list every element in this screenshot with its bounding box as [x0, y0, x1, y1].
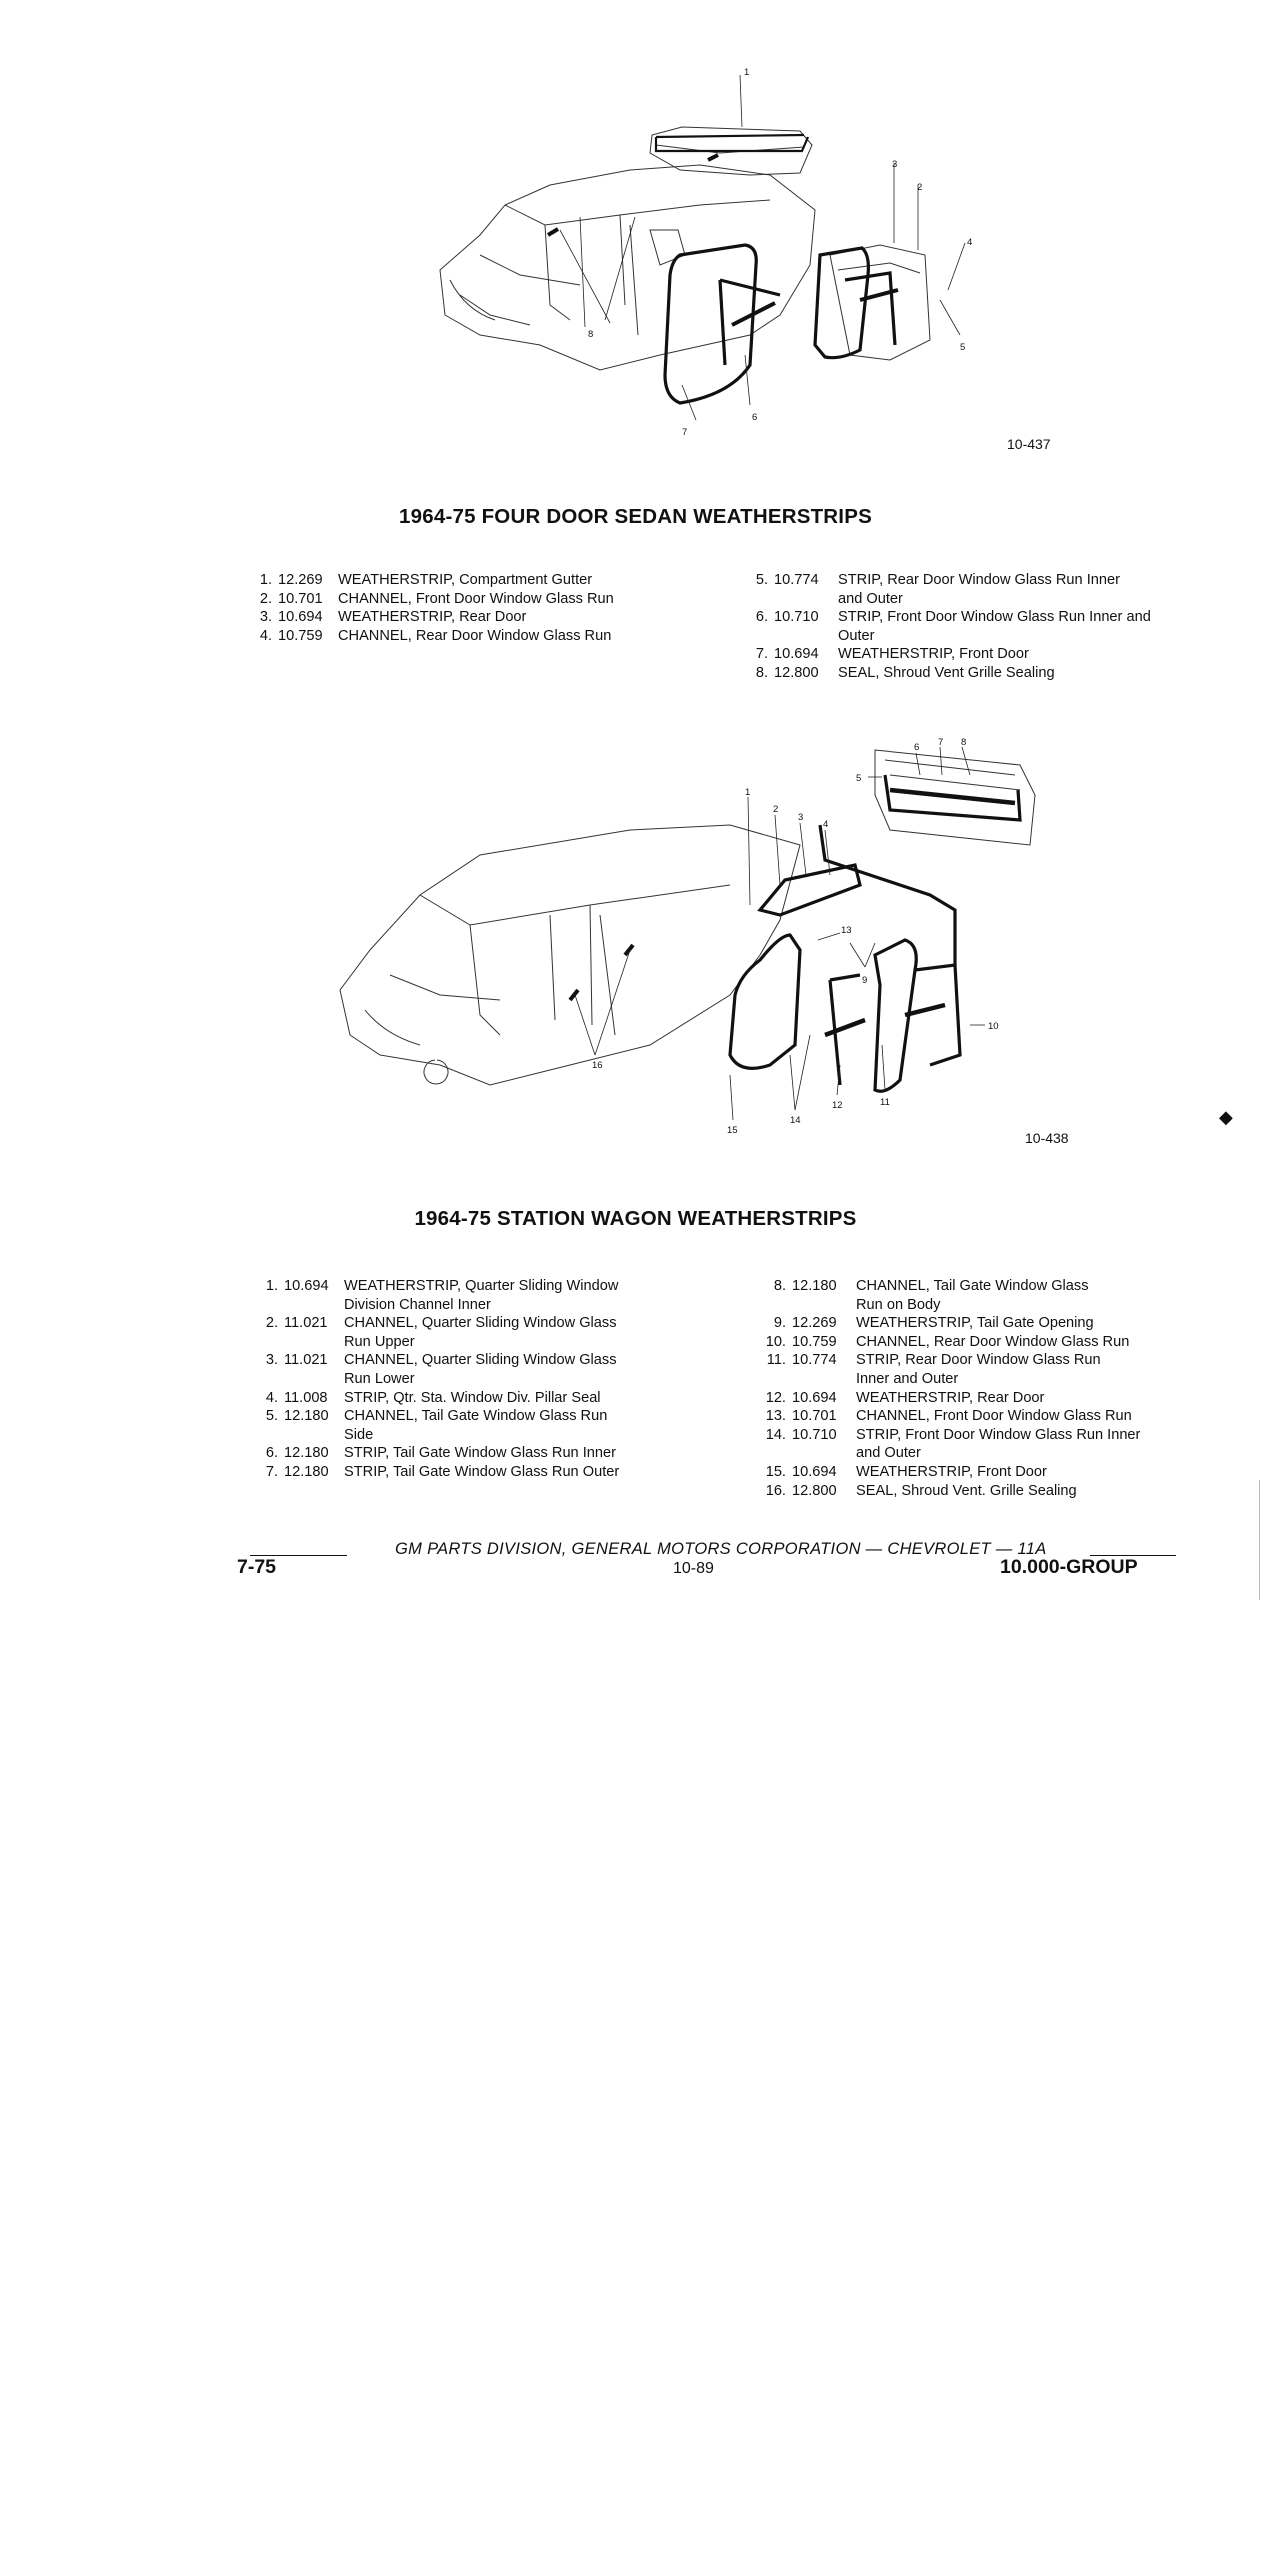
- callout-5: 5: [960, 342, 966, 353]
- parts-list-right: [752, 1277, 1176, 1500]
- callout-4: 4: [823, 819, 829, 830]
- list-item: 3. 11.021 CHANNEL, Quarter Sliding Window Glass Run Lower: [265, 1352, 617, 1387]
- callout-3: 3: [798, 812, 804, 823]
- list-item: 1. 12.269 WEATHERSTRIP, Compartment Gutter: [259, 572, 593, 588]
- list-item: 7. 10.694 WEATHERSTRIP, Front Door: [755, 646, 1029, 663]
- list-item: 8. 12.180 CHANNEL, Tail Gate Window Glass Run on Body: [773, 1278, 1089, 1313]
- list-item: 7. 12.180 STRIP, Tail Gate Window Glass Run Outer: [265, 1463, 620, 1480]
- callout-4: 4: [967, 237, 973, 248]
- callout-1: 1: [745, 787, 751, 798]
- list-item: 3. 10.694 WEATHERSTRIP, Rear Door: [259, 609, 527, 626]
- callout-7: 7: [938, 737, 944, 748]
- scan-mark: ◆: [1219, 1107, 1233, 1127]
- callout-13: 13: [841, 925, 852, 936]
- list-item: 5. 12.180 CHANNEL, Tail Gate Window Glass Run Side: [265, 1408, 608, 1443]
- callout-10: 10: [988, 1021, 999, 1032]
- list-item: 14. 10.710 STRIP, Front Door Window Glass Run Inner and Outer: [765, 1426, 1141, 1462]
- figure-number: 10-438: [1025, 1130, 1069, 1146]
- callout-2: 2: [773, 804, 779, 815]
- station-wagon-weatherstrip-diagram: [330, 735, 1070, 1205]
- callout-5: 5: [856, 773, 862, 784]
- list-item: 16. 12.800 SEAL, Shroud Vent. Grille Sealing: [765, 1482, 1077, 1499]
- callout-7: 7: [682, 427, 688, 438]
- callout-1: 1: [744, 67, 750, 78]
- list-item: 12. 10.694 WEATHERSTRIP, Rear Door: [765, 1389, 1045, 1406]
- sedan-weatherstrip-diagram: [420, 67, 980, 460]
- callout-6: 6: [752, 412, 758, 423]
- figure-number: 10-437: [1007, 436, 1051, 452]
- list-item: 6. 10.710 STRIP, Front Door Window Glass Run Inner and Outer: [755, 609, 1151, 644]
- parts-list-left: [250, 571, 648, 645]
- callout-8: 8: [588, 329, 594, 340]
- list-item: 15. 10.694 WEATHERSTRIP, Front Door: [765, 1463, 1047, 1480]
- callout-12: 12: [832, 1100, 843, 1111]
- group-number: 10.000-GROUP: [1000, 1556, 1138, 1578]
- callout-6: 6: [914, 742, 920, 753]
- list-item: 4. 10.759 CHANNEL, Rear Door Window Glass Run: [259, 627, 612, 644]
- callout-16: 16: [592, 1060, 603, 1071]
- list-item: 13. 10.701 CHANNEL, Front Door Window Glass Run: [765, 1408, 1132, 1425]
- parts-list-right: [750, 571, 1158, 683]
- callout-15: 15: [727, 1125, 738, 1136]
- page-number: 10-89: [673, 1560, 714, 1577]
- footer-date: 7-75: [237, 1556, 277, 1578]
- list-item: 1. 10.694 WEATHERSTRIP, Quarter Sliding Window Division Channel Inner: [265, 1278, 619, 1313]
- footer-publisher: GM PARTS DIVISION, GENERAL MOTORS CORPORATION — CHEVROLET — 11A: [395, 1540, 1047, 1558]
- scan-edge-line: [1259, 1480, 1260, 1600]
- list-item: 8. 12.800 SEAL, Shroud Vent Grille Sealing: [755, 664, 1055, 681]
- callout-9: 9: [862, 975, 868, 986]
- list-item: 10. 10.759 CHANNEL, Rear Door Window Glass Run: [765, 1333, 1130, 1350]
- section-title: 1964-75 STATION WAGON WEATHERSTRIPS: [414, 1207, 857, 1230]
- callout-8: 8: [961, 737, 967, 748]
- list-item: 6. 12.180 STRIP, Tail Gate Window Glass Run Inner: [265, 1445, 616, 1462]
- list-item: 2. 10.701 CHANNEL, Front Door Window Glass Run: [259, 590, 614, 607]
- list-item: 11. 10.774 STRIP, Rear Door Window Glass Run Inner and Outer: [766, 1352, 1101, 1387]
- section-title: 1964-75 FOUR DOOR SEDAN WEATHERSTRIPS: [399, 505, 872, 528]
- parts-list-left: [256, 1277, 664, 1482]
- list-item: 4. 11.008 STRIP, Qtr. Sta. Window Div. Pillar Seal: [265, 1389, 601, 1406]
- callout-14: 14: [790, 1115, 801, 1126]
- list-item: 5. 10.774 STRIP, Rear Door Window Glass Run Inner and Outer: [755, 572, 1120, 607]
- callout-11: 11: [880, 1097, 890, 1108]
- callout-2: 2: [917, 182, 923, 193]
- list-item: 9. 12.269 WEATHERSTRIP, Tail Gate Opening: [773, 1315, 1094, 1332]
- callout-3: 3: [892, 159, 898, 170]
- list-item: 2. 11.021 CHANNEL, Quarter Sliding Window Glass Run Upper: [265, 1315, 617, 1350]
